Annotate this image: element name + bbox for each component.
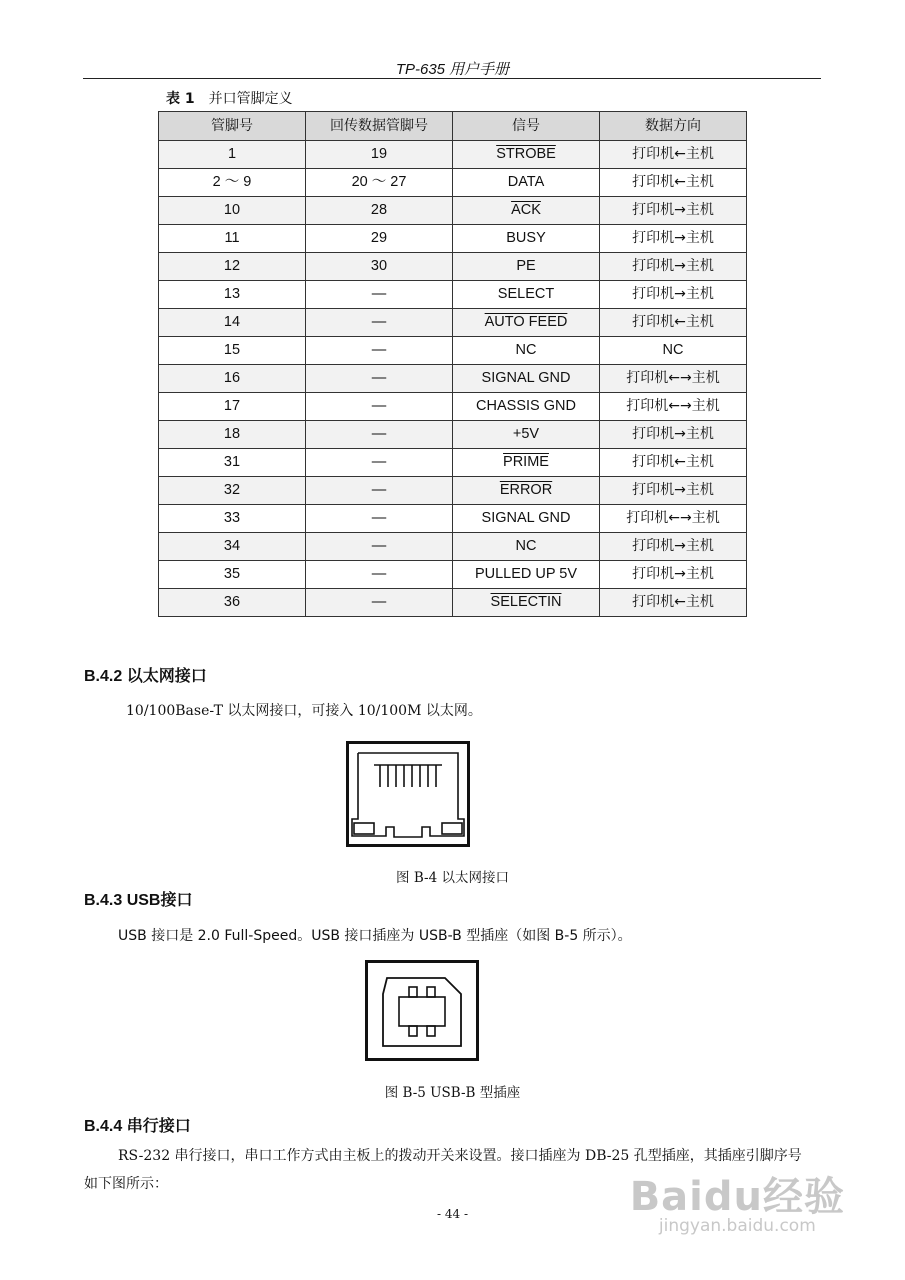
direction-cell: 打印机←主机 [600,449,747,477]
page-number: - 44 - [436,1207,468,1221]
column-header: 回传数据管脚号 [306,112,453,141]
table-row [159,505,747,533]
pin-cell: 34 [159,533,306,561]
direction-cell: 打印机→主机 [600,533,747,561]
signal-cell [453,477,600,505]
direction-cell: 打印机←主机 [600,169,747,197]
return-pin-cell: — [306,281,453,309]
pin-cell: 17 [159,393,306,421]
pin-cell: 36 [159,589,306,617]
header-rule [83,78,821,79]
table-row [159,197,747,225]
table-row [159,253,747,281]
pin-cell: 32 [159,477,306,505]
signal-cell: NC [453,337,600,365]
pin-cell: 12 [159,253,306,281]
signal-cell: SIGNAL GND [453,365,600,393]
section-heading-usb: B.4.3 USB接口 [84,892,193,909]
return-pin-cell: 19 [306,141,453,169]
table-caption-prefix: 表 1 [166,91,195,107]
signal-name: SELECTIN [490,594,562,610]
table-row [159,337,747,365]
table-header-row [159,112,747,141]
signal-name: ERROR [499,482,553,498]
pin-cell: 18 [159,421,306,449]
table-row [159,141,747,169]
table-row [159,281,747,309]
direction-cell: 打印机←→主机 [600,505,747,533]
table-row [159,225,747,253]
pin-cell: 16 [159,365,306,393]
pin-cell: 10 [159,197,306,225]
direction-cell: 打印机←主机 [600,589,747,617]
return-pin-cell: — [306,533,453,561]
signal-cell [453,589,600,617]
signal-cell: +5V [453,421,600,449]
direction-cell: 打印机←主机 [600,309,747,337]
signal-cell [453,449,600,477]
signal-name: AUTO FEED [484,314,568,330]
return-pin-cell: — [306,393,453,421]
serial-description: RS-232 串行接口，串口工作方式由主板上的拨动开关来设置。接口插座为 DB-25 孔型插座，其插座引脚序号如下图所示： [84,1148,802,1192]
usb-b-socket-diagram [365,960,479,1061]
direction-cell: 打印机←→主机 [600,393,747,421]
table-caption [166,88,293,108]
table-row [159,477,747,505]
direction-cell: 打印机→主机 [600,225,747,253]
pin-cell: 15 [159,337,306,365]
ethernet-port-diagram [346,741,470,847]
signal-cell: PE [453,253,600,281]
signal-cell: DATA [453,169,600,197]
figure-caption-usb: 图 B-5 USB-B 型插座 [384,1085,521,1101]
signal-cell: PULLED UP 5V [453,561,600,589]
signal-cell: SIGNAL GND [453,505,600,533]
signal-cell: SELECT [453,281,600,309]
table-row [159,589,747,617]
column-header: 管脚号 [159,112,306,141]
table-row [159,533,747,561]
return-pin-cell: 28 [306,197,453,225]
return-pin-cell: — [306,589,453,617]
column-header: 数据方向 [600,112,747,141]
pin-cell: 2 ～ 9 [159,169,306,197]
ethernet-description: 10/100Base-T 以太网接口，可接入 10/100M 以太网。 [126,703,482,719]
direction-cell: 打印机→主机 [600,253,747,281]
pin-cell: 35 [159,561,306,589]
table-caption-text: 并口管脚定义 [208,91,293,107]
direction-cell: NC [600,337,747,365]
table-row [159,365,747,393]
return-pin-cell: — [306,505,453,533]
direction-cell: 打印机→主机 [600,197,747,225]
table-row [159,449,747,477]
pin-cell: 13 [159,281,306,309]
table-row [159,169,747,197]
signal-cell: CHASSIS GND [453,393,600,421]
signal-name: STROBE [496,146,556,162]
pin-cell: 11 [159,225,306,253]
return-pin-cell: — [306,477,453,505]
signal-cell: BUSY [453,225,600,253]
section-heading-ethernet: B.4.2 以太网接口 [84,668,207,685]
return-pin-cell: — [306,337,453,365]
signal-name: $\overline{ACK}$ [511,202,541,218]
column-header: 信号 [453,112,600,141]
page-header-title: TP-635 用户手册 [395,61,510,78]
signal-name: PRIME [503,454,549,470]
parallel-pin-table [158,111,747,617]
signal-cell [453,197,600,225]
table-row [159,393,747,421]
watermark-logo [630,1165,845,1236]
direction-cell: 打印机→主机 [600,561,747,589]
usb-description: USB 接口是 2.0 Full-Speed。USB 接口插座为 USB-B 型插座（如图 B-5 所示）。 [118,928,632,944]
section-heading-serial: B.4.4 串行接口 [84,1118,191,1135]
direction-cell: 打印机→主机 [600,421,747,449]
pin-cell: 33 [159,505,306,533]
return-pin-cell: — [306,561,453,589]
table-row [159,561,747,589]
return-pin-cell: — [306,421,453,449]
watermark-main-text: Baidu经验 [629,1174,845,1220]
pin-cell: 14 [159,309,306,337]
direction-cell: 打印机→主机 [600,281,747,309]
figure-caption-ethernet: 图 B-4 以太网接口 [396,870,509,886]
return-pin-cell: — [306,309,453,337]
return-pin-cell: — [306,449,453,477]
direction-cell: 打印机→主机 [600,477,747,505]
return-pin-cell: 30 [306,253,453,281]
signal-cell [453,309,600,337]
return-pin-cell: 29 [306,225,453,253]
return-pin-cell: 20 ～ 27 [306,169,453,197]
direction-cell: 打印机←主机 [600,141,747,169]
table-row [159,421,747,449]
watermark-url: jingyan.baidu.com [658,1216,816,1236]
signal-cell [453,141,600,169]
pin-cell: 1 [159,141,306,169]
return-pin-cell: — [306,365,453,393]
signal-cell: NC [453,533,600,561]
direction-cell: 打印机←→主机 [600,365,747,393]
pin-cell: 31 [159,449,306,477]
table-row [159,309,747,337]
